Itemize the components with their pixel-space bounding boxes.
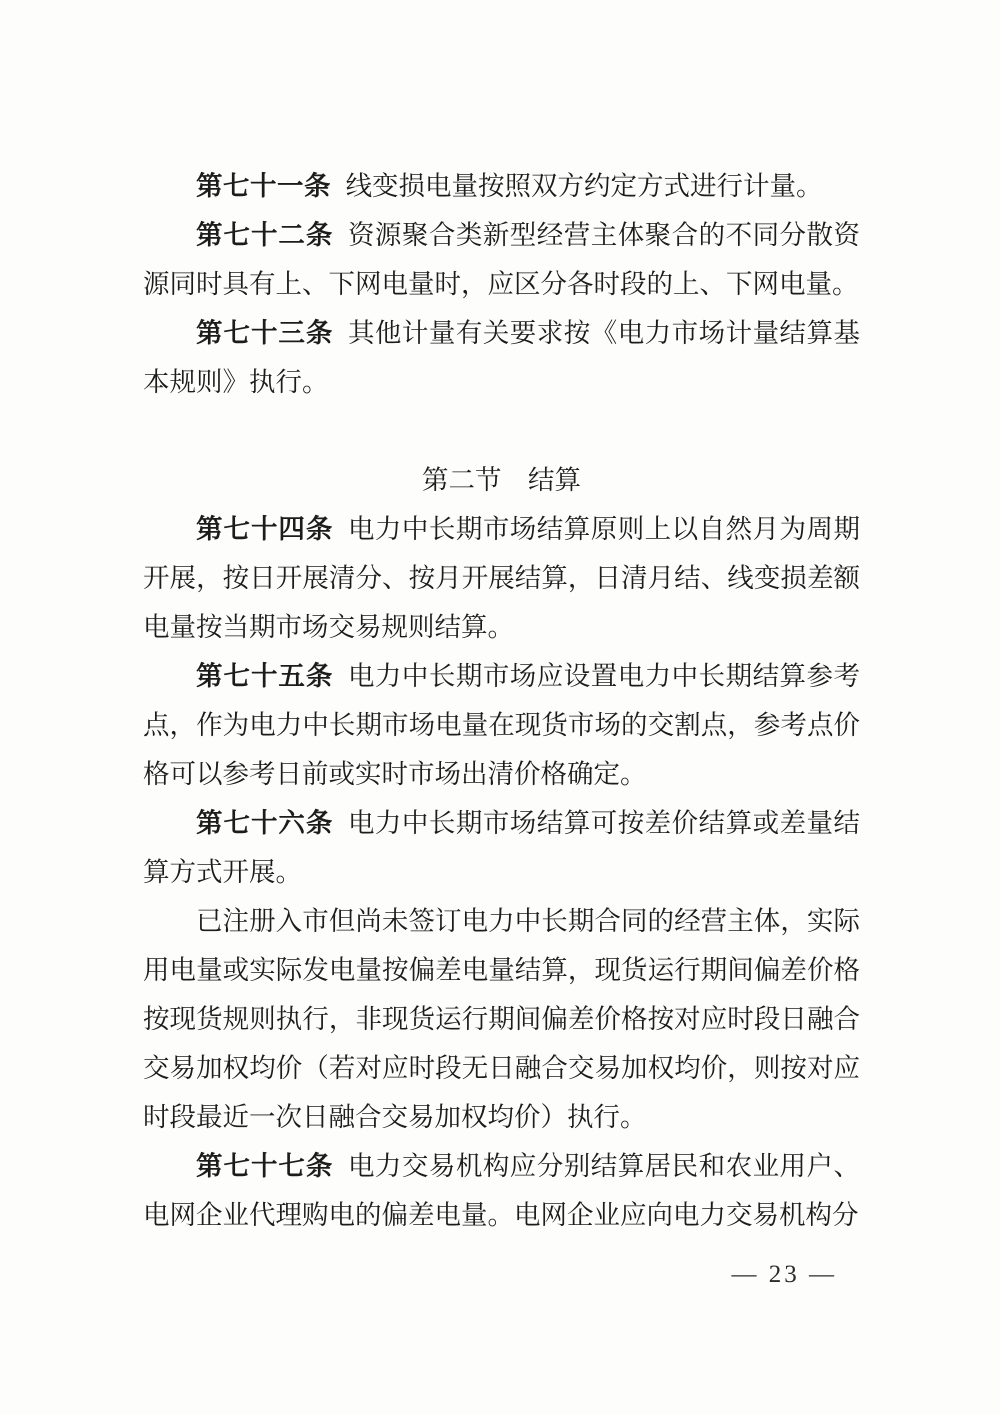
article-paragraph-72: [143, 211, 860, 309]
page-content: [143, 162, 860, 1240]
paragraph-text: 已注册入市但尚未签订电力中长期合同的经营主体，实际用电量或实际发电量按偏差电量结算，现货运行期间偏差价格按现货规则执行，非现货运行期间偏差价格按对应时段日融合交易加权均价（若对应时段无日融合交易加权均价，则按对应时段最近一次日融合交易加权均价）执行。: [143, 906, 860, 1132]
article-number: 第七十五条: [196, 661, 334, 691]
article-number: 第七十七条: [196, 1151, 334, 1181]
article-paragraph-76: [143, 799, 860, 897]
article-number: 第七十三条: [196, 318, 334, 348]
article-paragraph-71: [143, 162, 860, 211]
body-paragraph: [143, 897, 860, 1142]
article-text: 电力中长期市场结算原则上以自然月为周期开展，按日开展清分、按月开展结算，日清月结、线变损差额电量按当期市场交易规则结算。: [143, 514, 861, 642]
article-number: 第七十二条: [196, 220, 334, 250]
article-text: 其他计量有关要求按《电力市场计量结算基本规则》执行。: [143, 318, 861, 397]
article-number: 第七十一条: [196, 171, 331, 201]
article-number: 第七十六条: [196, 808, 334, 838]
article-paragraph-75: [143, 652, 860, 799]
article-text: 资源聚合类新型经营主体聚合的不同分散资源同时具有上、下网电量时，应区分各时段的上、下网电量。: [143, 220, 861, 299]
page-number: — 23 —: [731, 1261, 837, 1288]
article-paragraph-77: [143, 1142, 860, 1240]
article-number: 第七十四条: [196, 514, 334, 544]
section-heading: 第二节 结算: [422, 465, 581, 495]
article-text: 电力交易机构应分别结算居民和农业用户、电网企业代理购电的偏差电量。电网企业应向电力交易机构分: [143, 1151, 861, 1230]
article-text: 线变损电量按照双方约定方式进行计量。: [345, 171, 823, 201]
article-text: 电力中长期市场结算可按差价结算或差量结算方式开展。: [143, 808, 861, 887]
article-paragraph-74: [143, 505, 860, 652]
article-paragraph-73: [143, 309, 860, 407]
article-text: 电力中长期市场应设置电力中长期结算参考点，作为电力中长期市场电量在现货市场的交割点，参考点价格可以参考日前或实时市场出清价格确定。: [143, 661, 861, 789]
